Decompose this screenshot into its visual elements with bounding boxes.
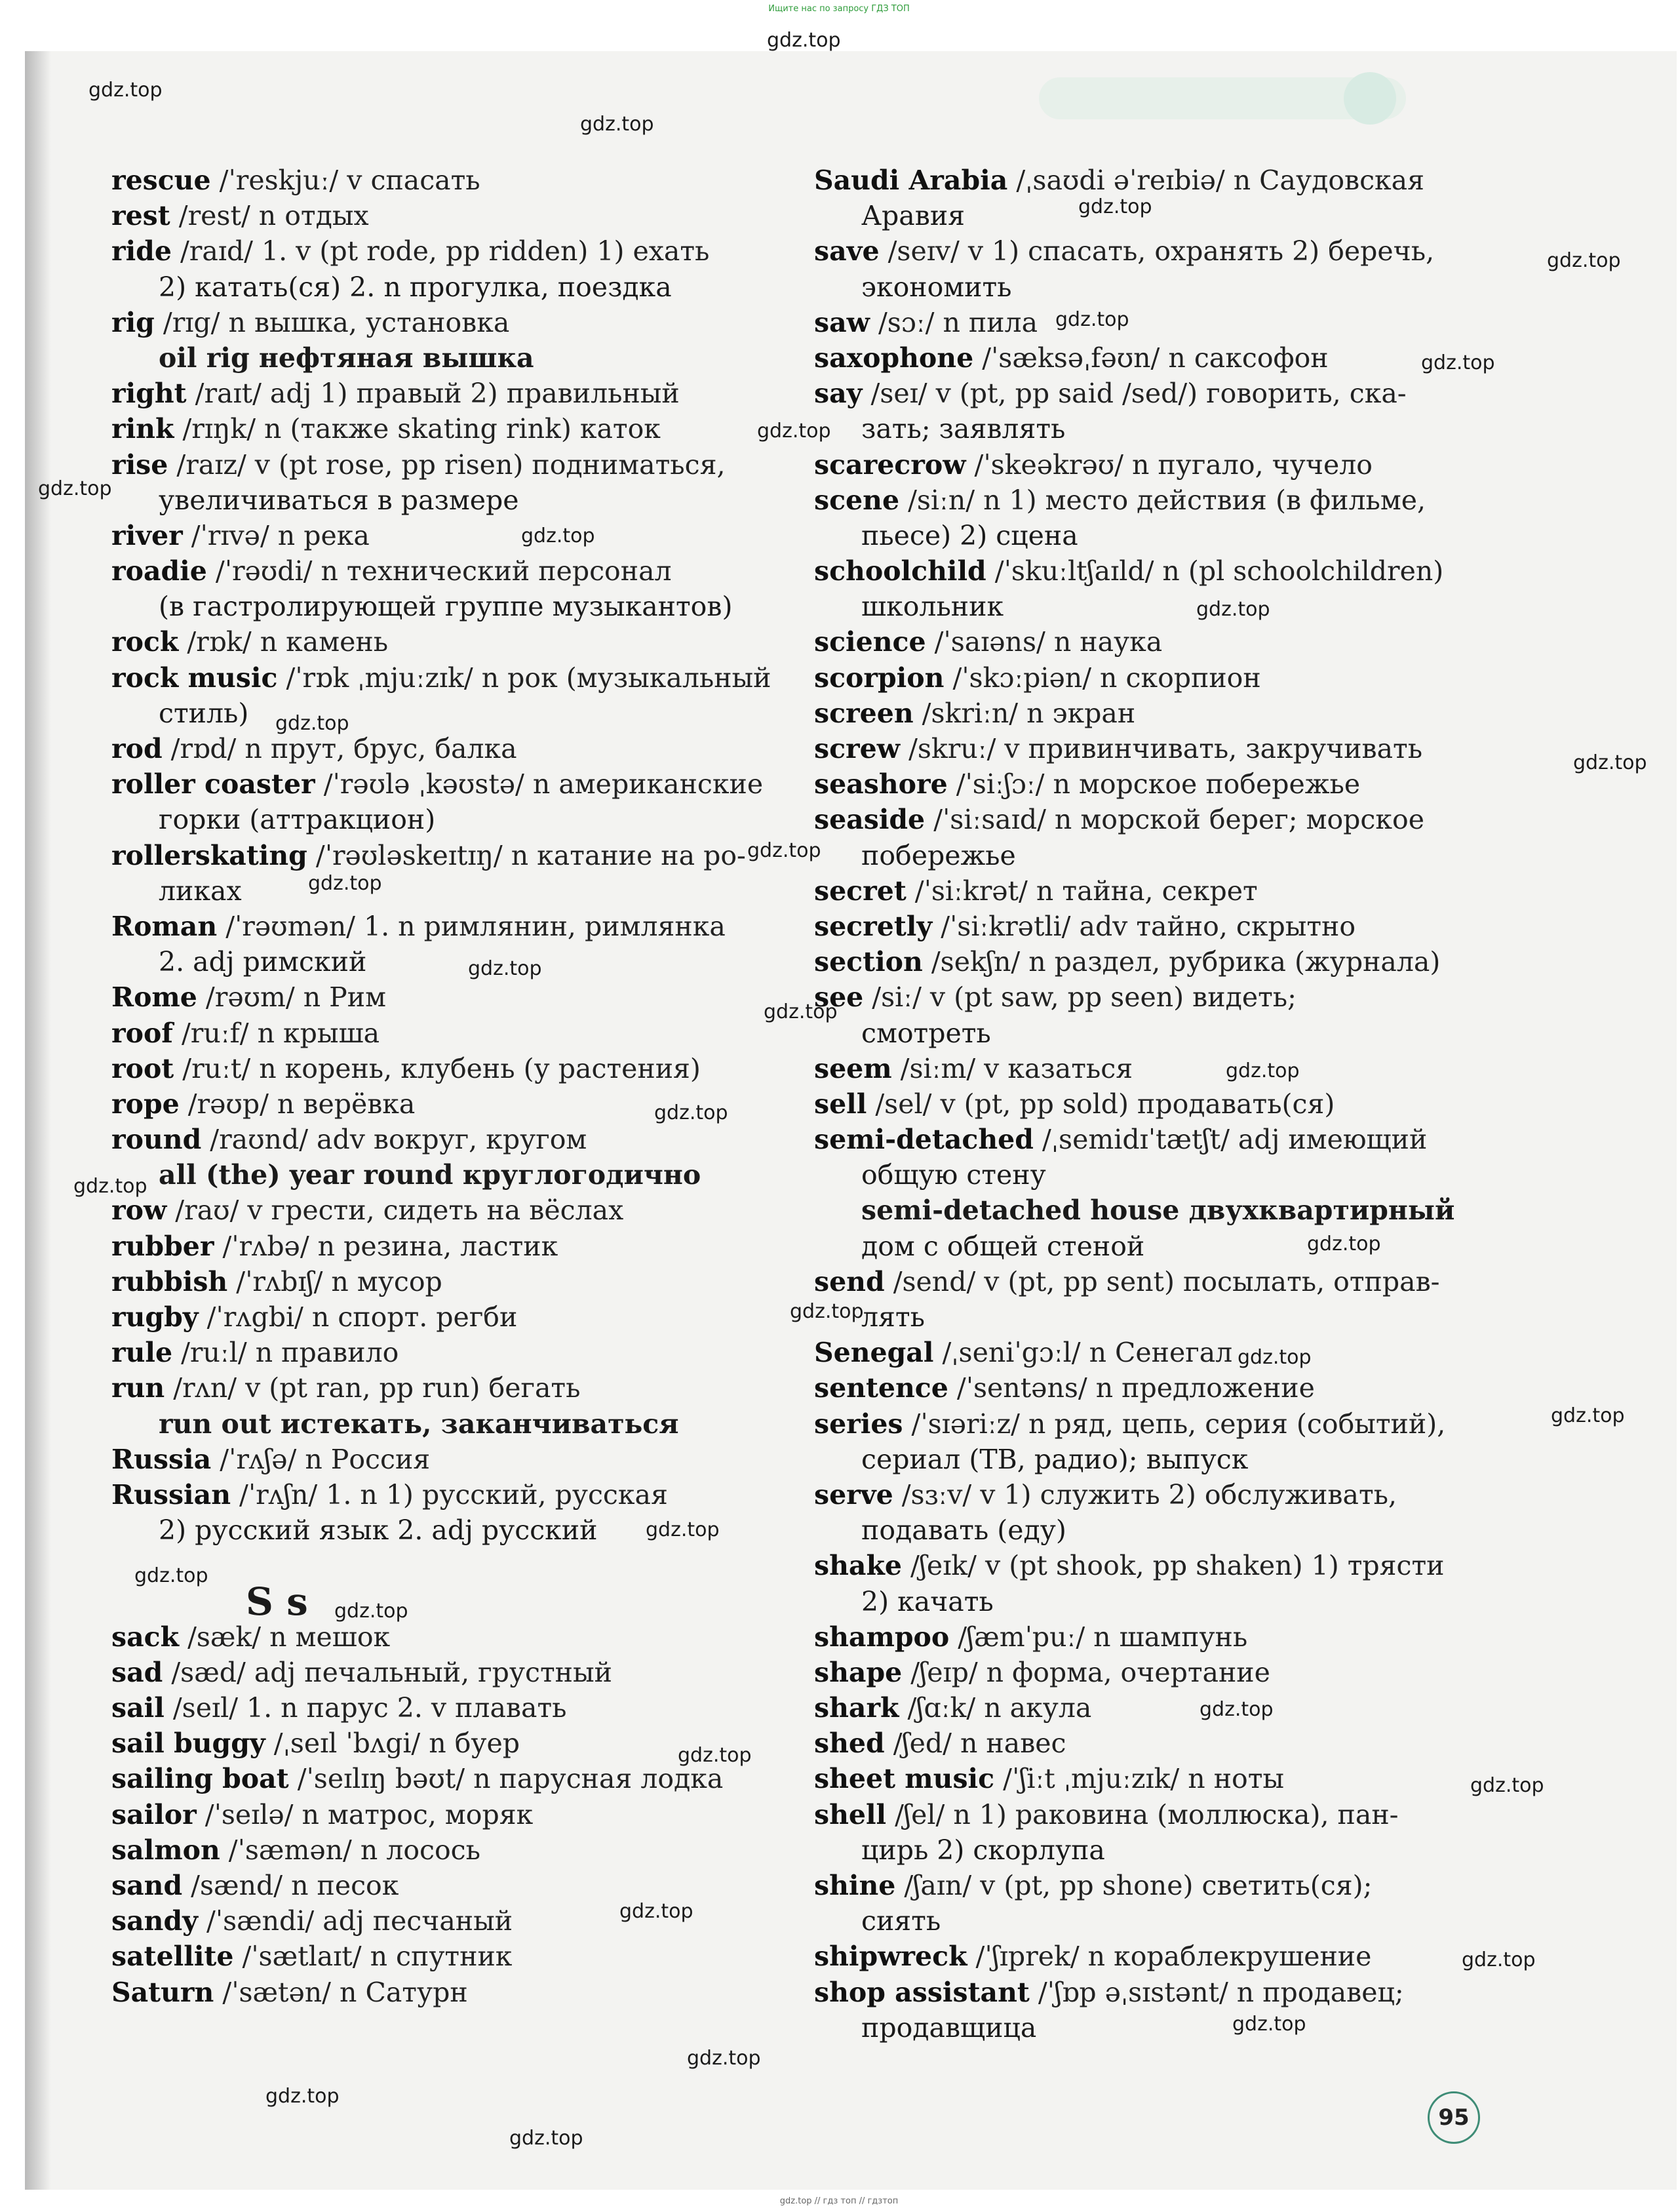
headword: schoolchild [814,555,986,587]
dictionary-entry [111,411,771,446]
watermark-text: gdz.top [134,1564,208,1587]
left-column [111,163,771,2010]
entry-definition: /seɪv/ v 1) спасать, охранять 2) беречь, [879,235,1435,267]
dictionary-entry [111,518,771,553]
entry-definition: /skriːn/ n экран [913,697,1136,729]
dictionary-entry [814,909,1454,944]
dictionary-entry [814,1477,1454,1512]
dictionary-entry [111,766,771,802]
dictionary-entry [814,1619,1454,1655]
headword: see [814,981,864,1014]
headword: rock [111,626,179,658]
blank-line [111,1548,771,1583]
watermark-text: gdz.top [767,29,841,52]
watermark-text: gdz.top [1238,1346,1312,1369]
entry-continuation: зать; заявлять [861,413,1066,445]
watermark-text: gdz.top [757,420,831,443]
headword: run [111,1372,165,1404]
entry-definition: /ˈreskjuː/ v спасать [210,165,480,196]
entry-definition: /ʃeɪk/ v (pt shook, pp shaken) 1) трясти [901,1550,1445,1582]
headword: Senegal [814,1337,934,1369]
dictionary-entry [814,979,1454,1015]
entry-definition: /ʃɑːk/ n акула [899,1692,1092,1724]
headword: serve [814,1478,893,1511]
headword: shampoo [814,1621,950,1653]
entry-definition: /rəʊp/ n верёвка [179,1088,416,1120]
dictionary-entry [814,1726,1454,1761]
headword: screw [814,733,901,764]
dictionary-entry [111,1726,771,1761]
entry-definition: /ˌsemidɪˈtætʃt/ adj имеющий [1033,1124,1428,1156]
dictionary-entry [111,1477,771,1512]
entry-definition: /ˈsentəns/ n предложение [948,1372,1315,1404]
headword: send [814,1265,885,1297]
entry-definition: /raʊ/ v грести, сидеть на вёслах [166,1195,624,1227]
dictionary-entry [111,1442,771,1477]
dictionary-entry [111,163,771,198]
watermark-text: gdz.top [334,1600,408,1623]
watermark-text: gdz.top [764,1000,838,1023]
headword: sail buggy [111,1728,265,1760]
watermark-text: gdz.top [308,872,382,895]
headword: science [814,626,926,658]
dictionary-entry [814,1264,1454,1299]
dictionary-entry [814,1655,1454,1690]
entry-definition: /ˈsiːʃɔː/ n морское побережье [947,768,1361,800]
headword: saw [814,306,870,338]
dictionary-entry [111,1975,771,2010]
entry-definition: /ˈrʌʃə/ n Россия [211,1443,431,1475]
entry-definition: /ʃed/ n навес [884,1728,1066,1760]
watermark-text: gdz.top [1232,2013,1306,2036]
entry-definition: /ˈsaɪəns/ n наука [926,626,1163,658]
entry-definition: /ruːt/ n корень, клубень (у растения) [174,1052,701,1084]
headword: rule [111,1337,173,1369]
entry-definition: /sæk/ n мешок [179,1621,391,1653]
watermark-text: gdz.top [1573,751,1647,774]
headword: rod [111,733,163,764]
headword: series [814,1408,903,1440]
headword: rest [111,200,170,232]
phrase-entry: all (the) year round круглогодично [159,1159,701,1191]
entry-definition: /sæd/ adj печальный, грустный [163,1656,612,1688]
headword: rescue [111,165,211,196]
entry-definition: /raɪd/ 1. v (pt rode, pp ridden) 1) ехать [171,235,710,267]
dictionary-entry [111,909,771,944]
entry-definition: /raɪt/ adj 1) правый 2) правильный [186,378,680,410]
watermark-text: gdz.top [678,1744,752,1767]
entry-definition: /ˈrɒk ˌmjuːzɪk/ n рок (музыкальный [277,662,771,694]
watermark-text: gdz.top [646,1518,720,1541]
dictionary-entry [814,766,1454,802]
watermark-text: gdz.top [687,2047,761,2070]
headword: semi-detached [814,1124,1034,1156]
entry-definition: /ˈskɔːpiən/ n скорпион [944,662,1261,694]
headword: sail [111,1692,165,1724]
entry-definition: /ˌseɪl ˈbʌgi/ n буер [265,1728,520,1760]
entry-definition: /ˈskuːltʃaɪld/ n (pl schoolchildren) [986,555,1444,587]
entry-continuation: сиять [861,1905,941,1937]
headword: screen [814,697,914,729]
dictionary-entry [111,979,771,1015]
headword: root [111,1052,174,1084]
entry-definition: /rɪŋk/ n (также skating rink) каток [174,413,661,445]
entry-definition: /ʃæmˈpuː/ n шампунь [949,1621,1248,1653]
entry-definition: /sel/ v (pt, pp sold) продавать(ся) [867,1088,1335,1120]
headword: Russia [111,1443,212,1475]
entry-definition: /sænd/ n песок [182,1870,399,1901]
entry-definition: /ˈsɪəriːz/ n ряд, цепь, серия (событий), [903,1408,1446,1440]
entry-continuation: цирь 2) скорлупа [861,1834,1105,1866]
entry-continuation: экономить [861,271,1012,303]
headword: roof [111,1017,173,1049]
entry-definition: /sɔː/ n пила [869,306,1038,338]
dictionary-entry [814,340,1454,376]
section-letter: S s [246,1579,308,1624]
entry-continuation: 2) русский язык 2. adj русский [159,1514,598,1547]
entry-definition: /send/ v (pt, pp sent) посылать, отправ- [884,1265,1440,1297]
watermark-text: gdz.top [88,79,163,102]
entry-definition: /ʃeɪp/ n форма, очертание [902,1656,1270,1688]
headword: round [111,1124,202,1156]
dictionary-entry [111,1761,771,1796]
phrase-entry: oil rig нефтяная вышка [159,342,534,374]
dictionary-entry [814,483,1454,518]
watermark-text: gdz.top [1226,1059,1300,1082]
entry-continuation: 2) качать [861,1585,994,1617]
entry-definition: /ˈsiːkrətli/ adv тайно, скрытно [932,910,1356,942]
entry-definition: /skruː/ v привинчивать, закручивать [900,733,1423,764]
entry-definition: /siː/ v (pt saw, pp seen) видеть; [863,981,1297,1014]
entry-definition: /ˈrɪvə/ n река [182,519,370,551]
top-banner: Ищите нас по запросу ГДЗ ТОП [768,4,910,14]
watermark-text: gdz.top [619,1900,693,1923]
entry-definition: /rɒd/ n прут, брус, балка [162,733,517,764]
watermark-text: gdz.top [1551,1404,1625,1427]
entry-continuation: 2) катать(ся) 2. n прогулка, поездка [159,271,672,303]
headword: rock music [111,662,278,694]
entry-definition: /rɒk/ n камень [178,626,389,658]
entry-definition: /ruːl/ n правило [172,1337,399,1369]
headword: rig [111,306,155,338]
phrase-entry: semi-detached house двухквартирный [861,1195,1455,1227]
watermark-text: gdz.top [1547,249,1621,272]
entry-definition: /ʃaɪn/ v (pt, pp shone) светить(ся); [895,1870,1373,1901]
dictionary-entry [814,1086,1454,1122]
entry-continuation: пьесе) 2) сцена [861,519,1078,551]
dictionary-entry [111,1016,771,1051]
dictionary-entry [111,660,771,696]
headword: sell [814,1088,867,1120]
headword: rise [111,448,168,481]
watermark-text: gdz.top [1078,195,1152,218]
headword: sentence [814,1372,948,1404]
dictionary-entry [111,1264,771,1299]
entry-definition: /rɪg/ n вышка, установка [154,306,510,338]
entry-continuation: продавщица [861,2011,1037,2044]
entry-continuation: 2. adj римский [159,946,367,978]
dictionary-entry [814,553,1454,589]
entry-definition: /ˈsæmən/ n лосось [220,1834,480,1866]
watermark-text: gdz.top [1196,598,1270,621]
phrase-entry: run out истекать, заканчиваться [159,1408,679,1440]
entry-definition: /ˈrʌgbi/ n спорт. регби [198,1301,518,1333]
dictionary-entry [814,1797,1454,1832]
watermark-text: gdz.top [265,2085,340,2108]
watermark-text: gdz.top [468,957,542,980]
watermark-text: gdz.top [1421,351,1495,374]
headword: secretly [814,910,933,942]
dictionary-entry [111,1619,771,1655]
headword: rubber [111,1230,214,1262]
headword: scarecrow [814,448,966,481]
dictionary-entry [814,873,1454,909]
entry-continuation: смотреть [861,1017,991,1049]
entry-definition: /raɪz/ v (pt rose, pp risen) подниматься, [168,448,726,481]
entry-continuation: школьник [861,591,1004,623]
entry-continuation: подавать (еду) [861,1514,1066,1547]
headword: shop assistant [814,1976,1030,2008]
dictionary-entry [814,163,1454,198]
headword: scorpion [814,662,945,694]
bottom-banner: gdz.top // гдз топ // гдзтоп [779,2196,899,2206]
headword: sailor [111,1798,197,1830]
entry-definition: /rest/ n отдых [170,200,369,232]
dictionary-entry [111,1370,771,1406]
dictionary-entry [111,233,771,269]
entry-definition: /ˈsæksəˌfəʊn/ n саксофон [973,342,1329,374]
right-column [814,163,1454,2045]
dictionary-entry [111,1193,771,1228]
dictionary-entry [111,838,771,873]
dictionary-entry [111,1051,771,1086]
dictionary-entry [814,1122,1454,1157]
headword: rollerskating [111,839,307,871]
dictionary-entry [814,1406,1454,1442]
dictionary-entry [814,1548,1454,1583]
entry-definition: /ˈsætlaɪt/ n спутник [233,1941,513,1973]
dictionary-entry [814,447,1454,483]
dictionary-entry [814,305,1454,340]
bleed-through-circle [1344,72,1396,125]
dictionary-entry [111,553,771,589]
headword: scene [814,484,900,516]
entry-definition: /sekʃn/ n раздел, рубрика (журнала) [922,946,1441,978]
entry-definition: /ˈrəʊdi/ n технический персонал [206,555,672,587]
entry-definition: /ˈʃɪprek/ n кораблекрушение [967,1941,1372,1973]
entry-continuation: общую стену [861,1159,1046,1191]
entry-continuation: ликах [159,875,242,907]
watermark-text: gdz.top [1462,1948,1536,1971]
dictionary-entry [111,1868,771,1903]
headword: Saudi Arabia [814,165,1008,196]
dictionary-entry [814,233,1454,269]
headword: saxophone [814,342,974,374]
entry-definition: /ˈsiːsaɪd/ n морской берег; морское [925,804,1424,836]
watermark-text: gdz.top [1200,1698,1274,1721]
entry-definition: /ʃel/ n 1) раковина (моллюска), пан- [886,1798,1399,1830]
entry-definition: /ˈsændi/ adj песчаный [197,1905,513,1937]
headword: rope [111,1088,180,1120]
entry-continuation: дом с общей стеной [861,1230,1145,1262]
headword: river [111,519,183,551]
entry-definition: /ˈrʌbɪʃ/ n мусор [227,1265,442,1297]
headword: section [814,946,923,978]
dictionary-entry [814,376,1454,411]
dictionary-entry [814,802,1454,837]
headword: shell [814,1798,887,1830]
entry-continuation: (в гастролирующей группе музыкантов) [159,591,733,623]
watermark-text: gdz.top [1470,1774,1544,1797]
headword: Rome [111,981,197,1014]
dictionary-entry [111,1832,771,1868]
watermark-text: gdz.top [73,1175,147,1198]
dictionary-entry [814,1761,1454,1796]
entry-definition: /rʌn/ v (pt ran, pp run) бегать [165,1372,581,1404]
watermark-text: gdz.top [509,2127,583,2150]
dictionary-entry [111,1122,771,1157]
dictionary-entry [814,660,1454,696]
watermark-text: gdz.top [580,113,654,136]
headword: shark [814,1692,899,1724]
headword: shake [814,1550,902,1582]
headword: rink [111,413,174,445]
headword: sand [111,1870,183,1901]
watermark-text: gdz.top [654,1101,728,1124]
entry-definition: /ˈsætən/ n Сатурн [214,1976,468,2008]
entry-definition: /sɜːv/ v 1) служить 2) обслуживать, [893,1478,1397,1511]
dictionary-entry [111,447,771,483]
headword: seashore [814,768,948,800]
dictionary-entry [111,305,771,340]
dictionary-entry [814,1690,1454,1726]
dictionary-entry [814,624,1454,660]
entry-definition: /ˈrəʊləskeɪtɪŋ/ n катание на ро- [307,839,746,871]
watermark-text: gdz.top [1055,308,1129,331]
headword: shipwreck [814,1941,967,1973]
headword: salmon [111,1834,220,1866]
headword: rubbish [111,1265,228,1297]
watermark-text: gdz.top [1307,1233,1381,1255]
watermark-text: gdz.top [790,1300,864,1323]
dictionary-entry [814,1975,1454,2010]
headword: sack [111,1621,180,1653]
headword: say [814,378,863,410]
headword: roadie [111,555,207,587]
headword: secret [814,875,907,907]
entry-definition: /seɪl/ 1. n парус 2. v плавать [164,1692,567,1724]
entry-definition: /ˌsaʊdi əˈreɪbiə/ n Саудовская [1007,165,1424,196]
headword: roller coaster [111,768,315,800]
headword: Russian [111,1478,231,1511]
entry-definition: /ruːf/ n крыша [172,1017,380,1049]
dictionary-entry [111,1229,771,1264]
dictionary-entry [814,1939,1454,1974]
entry-continuation: побережье [861,839,1016,871]
headword: sandy [111,1905,198,1937]
watermark-text: gdz.top [275,712,349,735]
dictionary-entry [111,1939,771,1974]
headword: Roman [111,910,218,942]
dictionary-entry [111,376,771,411]
headword: row [111,1195,167,1227]
headword: satellite [111,1941,234,1973]
dictionary-entry [111,1335,771,1370]
dictionary-entry [111,1690,771,1726]
dictionary-entry [814,731,1454,766]
dictionary-entry [111,624,771,660]
watermark-text: gdz.top [38,477,112,500]
entry-definition: /siːm/ v казаться [891,1052,1133,1084]
entry-definition: /ˈrʌʃn/ 1. n 1) русский, русская [231,1478,668,1511]
headword: shape [814,1656,903,1688]
page-binding-shadow [25,51,51,2190]
headword: sailing boat [111,1763,289,1795]
entry-definition: /ˈskeəkrəʊ/ n пугало, чучело [966,448,1373,481]
dictionary-entry [111,1299,771,1335]
entry-definition: /seɪ/ v (pt, pp said /sed/) говорить, ска- [862,378,1407,410]
entry-definition: /ˈrəʊlə ˌkəʊstə/ n американские [315,768,764,800]
dictionary-entry [814,1051,1454,1086]
dictionary-entry [111,198,771,233]
headword: right [111,378,187,410]
dictionary-entry [111,731,771,766]
headword: ride [111,235,172,267]
entry-definition: /raʊnd/ adv вокруг, кругом [201,1124,587,1156]
dictionary-entry [814,1370,1454,1406]
dictionary-entry [111,1797,771,1832]
headword: rugby [111,1301,199,1333]
headword: seaside [814,804,926,836]
entry-definition: /ˈseɪlɪŋ bəʊt/ n парусная лодка [288,1763,724,1795]
entry-definition: /ˈseɪlə/ n матрос, моряк [196,1798,534,1830]
entry-continuation: сериал (ТВ, радио); выпуск [861,1443,1249,1475]
entry-continuation: лять [861,1301,925,1333]
headword: shine [814,1870,896,1901]
entry-definition: /ˈrəʊmən/ 1. n римлянин, римлянка [217,910,726,942]
page-number: 95 [1428,2091,1480,2144]
entry-definition: /rəʊm/ n Рим [197,981,386,1014]
entry-definition: /ˈʃiːt ˌmjuːzɪk/ n ноты [994,1763,1285,1795]
entry-continuation: Аравия [861,200,966,232]
entry-definition: /ˈsiːkrət/ n тайна, секрет [906,875,1258,907]
watermark-text: gdz.top [521,524,595,547]
entry-continuation: горки (аттракцион) [159,804,436,836]
dictionary-entry [814,944,1454,979]
dictionary-entry [814,1868,1454,1903]
headword: shed [814,1728,885,1760]
entry-continuation: увеличиваться в размере [159,484,519,516]
entry-definition: /siːn/ n 1) место действия (в фильме, [899,484,1426,516]
headword: seem [814,1052,892,1084]
headword: Saturn [111,1976,214,2008]
dictionary-entry [814,696,1454,731]
entry-continuation: стиль) [159,697,249,729]
dictionary-entry [111,1655,771,1690]
entry-definition: /ˈrʌbə/ n резина, ластик [214,1230,558,1262]
watermark-text: gdz.top [747,839,821,862]
headword: sad [111,1656,163,1688]
dictionary-entry [814,1335,1454,1370]
entry-definition: /ˌseniˈgɔːl/ n Сенегал [933,1337,1233,1369]
headword: save [814,235,880,267]
entry-definition: /ˈʃɒp əˌsɪstənt/ n продавец; [1029,1976,1404,2008]
headword: sheet music [814,1763,995,1795]
